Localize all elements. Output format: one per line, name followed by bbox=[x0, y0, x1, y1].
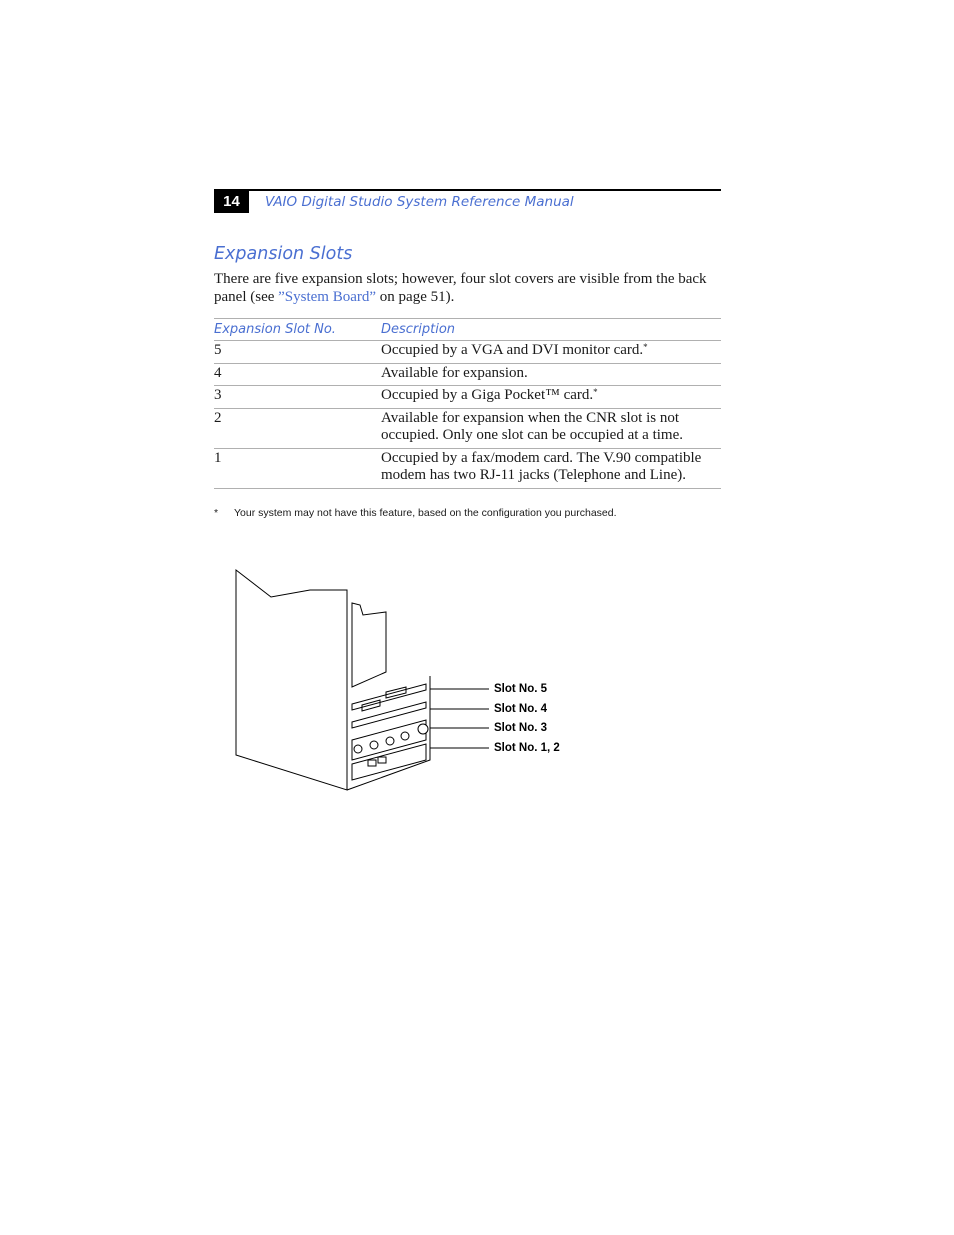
callout-slot-3: Slot No. 3 bbox=[494, 722, 548, 734]
slot-number: 4 bbox=[214, 363, 381, 386]
rj11-jack-icon bbox=[368, 760, 376, 766]
slot-number: 5 bbox=[214, 341, 381, 364]
description-text: Available for expansion. bbox=[381, 364, 528, 381]
callout-slot-4: Slot No. 4 bbox=[494, 703, 548, 715]
intro-text-after: on page 51). bbox=[376, 289, 455, 305]
chassis-side-panel bbox=[236, 570, 347, 790]
jack-icon bbox=[386, 737, 394, 745]
section-title: Expansion Slots bbox=[214, 244, 353, 264]
footnote-marker: * bbox=[593, 387, 598, 397]
slot-cover-4 bbox=[352, 702, 426, 728]
footnote-mark: * bbox=[214, 507, 219, 519]
system-board-link[interactable]: ”System Board” bbox=[278, 289, 377, 305]
intro-text-before: There are five expansion slots; however, four slot covers are visible from the back panel (see bbox=[214, 271, 707, 305]
jack-icon bbox=[418, 724, 428, 734]
slot-number: 3 bbox=[214, 386, 381, 409]
slot-no-header: Expansion Slot No. bbox=[214, 319, 381, 341]
rj11-jack-icon bbox=[378, 757, 386, 763]
description-text: Occupied by a Giga Pocket™ card. bbox=[381, 387, 594, 403]
callout-slot-1-2: Slot No. 1, 2 bbox=[494, 742, 560, 754]
jack-icon bbox=[401, 732, 409, 740]
chassis-front-edge bbox=[347, 676, 430, 790]
callout-slot-5: Slot No. 5 bbox=[494, 683, 548, 695]
description-header: Description bbox=[381, 319, 721, 341]
slot-number: 2 bbox=[214, 408, 381, 448]
footnote-text: Your system may not have this feature, based on the configuration you purchased. bbox=[234, 507, 617, 519]
page-number: 14 bbox=[214, 190, 249, 213]
description-text: Available for expansion when the CNR slot is not occupied. Only one slot can be occupied at a time. bbox=[381, 409, 683, 443]
jack-icon bbox=[354, 745, 362, 753]
vga-connector-icon bbox=[362, 700, 380, 711]
description-text: Occupied by a fax/modem card. The V.90 compatible modem has two RJ-11 jacks (Telephone and Line). bbox=[381, 449, 702, 483]
manual-title: VAIO Digital Studio System Reference Manual bbox=[265, 194, 574, 210]
upper-panel bbox=[352, 603, 386, 687]
slot-number: 1 bbox=[214, 448, 381, 488]
footnote-marker: * bbox=[643, 342, 648, 352]
description-text: Occupied by a VGA and DVI monitor card. bbox=[381, 342, 644, 358]
jack-icon bbox=[370, 741, 378, 749]
